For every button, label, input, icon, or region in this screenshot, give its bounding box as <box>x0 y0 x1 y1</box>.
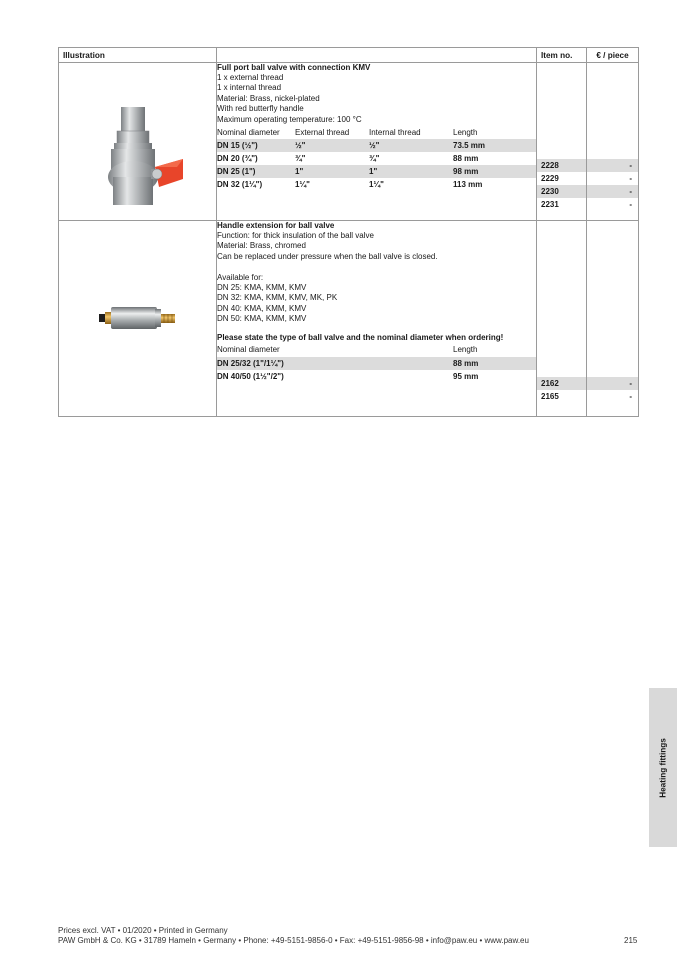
description-cell <box>217 63 537 221</box>
available-item: DN 32: KMA, KMM, KMV, MK, PK <box>217 293 338 303</box>
table-row <box>217 178 536 191</box>
spec-cell: ¾" <box>295 154 306 164</box>
spec-cell: 1¼" <box>369 180 384 190</box>
available-item: DN 40: KMA, KMM, KMV <box>217 303 307 313</box>
spec-header: Nominal diameter <box>217 127 280 137</box>
illustration-cell <box>59 221 217 417</box>
product-row-handle-extension <box>59 221 639 417</box>
item-number: 2230 <box>537 185 586 198</box>
price-cell <box>587 221 639 417</box>
spec-header-row <box>217 343 536 357</box>
spec-cell: 98 mm <box>453 167 479 177</box>
product-detail: 1 x external thread <box>217 73 284 82</box>
spec-header: Nominal diameter <box>217 345 280 355</box>
order-note: Please state the type of ball valve and the nominal diameter when ordering! <box>217 332 504 342</box>
spec-cell: 113 mm <box>453 180 483 190</box>
item-no-cell <box>537 63 587 221</box>
spec-cell: 1¼" <box>295 180 310 190</box>
spec-cell: 1" <box>295 167 304 177</box>
footer-line: Prices excl. VAT • 01/2020 • Printed in Germany <box>58 926 228 935</box>
spec-header: Internal thread <box>369 127 421 137</box>
page-footer <box>58 926 529 946</box>
spec-header-row <box>217 125 536 139</box>
table-header-row <box>59 48 639 63</box>
header-price: € / piece <box>587 48 639 63</box>
spec-cell: DN 40/50 (1½"/2") <box>217 371 284 381</box>
spec-header: Length <box>453 127 478 137</box>
footer-line: PAW GmbH & Co. KG • 31789 Hameln • Germany • Phone: +49-5151-9856-0 • Fax: +49-5151-9856-98 • info@paw.eu • www.paw.eu <box>58 936 529 945</box>
product-detail: Material: Brass, chromed <box>217 241 306 251</box>
price-value: - <box>629 200 632 209</box>
spec-cell: 1" <box>369 167 378 177</box>
table-row <box>217 370 536 383</box>
product-title: Handle extension for ball valve <box>217 221 335 230</box>
item-number: 2165 <box>541 392 559 401</box>
item-number: 2229 <box>541 174 559 183</box>
price-value: - <box>587 185 638 198</box>
item-number: 2162 <box>537 377 586 390</box>
spacer <box>217 325 536 333</box>
spec-cell: DN 25/32 (1"/1¼") <box>217 358 284 368</box>
product-detail: Material: Brass, nickel-plated <box>217 93 320 103</box>
page-number: 215 <box>624 936 638 945</box>
price-cell <box>587 63 639 221</box>
available-item: DN 25: KMA, KMM, KMV <box>217 283 307 293</box>
product-detail: With red butterfly handle <box>217 104 304 114</box>
ball-valve-icon <box>59 63 217 221</box>
product-detail: Maximum operating temperature: 100 °C <box>217 114 362 124</box>
handle-extension-icon <box>59 221 217 417</box>
spec-cell: 88 mm <box>453 154 479 164</box>
item-number: 2228 <box>537 159 586 172</box>
available-label: Available for: <box>217 272 264 282</box>
section-tab-label: Heating fittings <box>658 737 668 798</box>
header-item-no: Item no. <box>537 48 587 63</box>
spec-cell: DN 20 (¾") <box>217 154 258 164</box>
price-value: - <box>629 174 632 183</box>
spec-cell: 88 mm <box>453 358 479 368</box>
table-row <box>217 357 536 370</box>
description-cell <box>217 221 537 417</box>
item-number: 2231 <box>541 200 559 209</box>
product-table <box>58 47 639 417</box>
section-side-tab[interactable] <box>649 688 677 847</box>
price-value: - <box>629 392 632 401</box>
price-value: - <box>587 159 638 172</box>
spacer <box>217 262 536 272</box>
illustration-cell <box>59 63 217 221</box>
product-detail: 1 x internal thread <box>217 83 282 93</box>
spec-cell: DN 32 (1¼") <box>217 180 263 190</box>
product-title: Full port ball valve with connection KMV <box>217 63 371 72</box>
spec-cell: ½" <box>295 141 306 151</box>
available-item: DN 50: KMA, KMM, KMV <box>217 314 307 324</box>
price-value: - <box>587 377 638 390</box>
table-row <box>217 165 536 178</box>
table-row <box>217 152 536 165</box>
spec-cell: 73.5 mm <box>453 141 486 151</box>
spec-cell: DN 15 (½") <box>217 141 258 151</box>
spec-cell: ½" <box>369 141 380 151</box>
table-row <box>217 139 536 152</box>
spec-header: External thread <box>295 127 350 137</box>
spec-cell: 95 mm <box>453 371 479 381</box>
header-description <box>217 48 537 63</box>
spec-cell: DN 25 (1") <box>217 167 256 177</box>
header-illustration: Illustration <box>59 48 217 63</box>
product-detail: Can be replaced under pressure when the ball valve is closed. <box>217 251 438 261</box>
spec-header: Length <box>453 345 478 355</box>
spec-cell: ¾" <box>369 154 380 164</box>
product-detail: Function: for thick insulation of the ball valve <box>217 231 374 240</box>
product-row-ball-valve <box>59 63 639 221</box>
item-no-cell <box>537 221 587 417</box>
